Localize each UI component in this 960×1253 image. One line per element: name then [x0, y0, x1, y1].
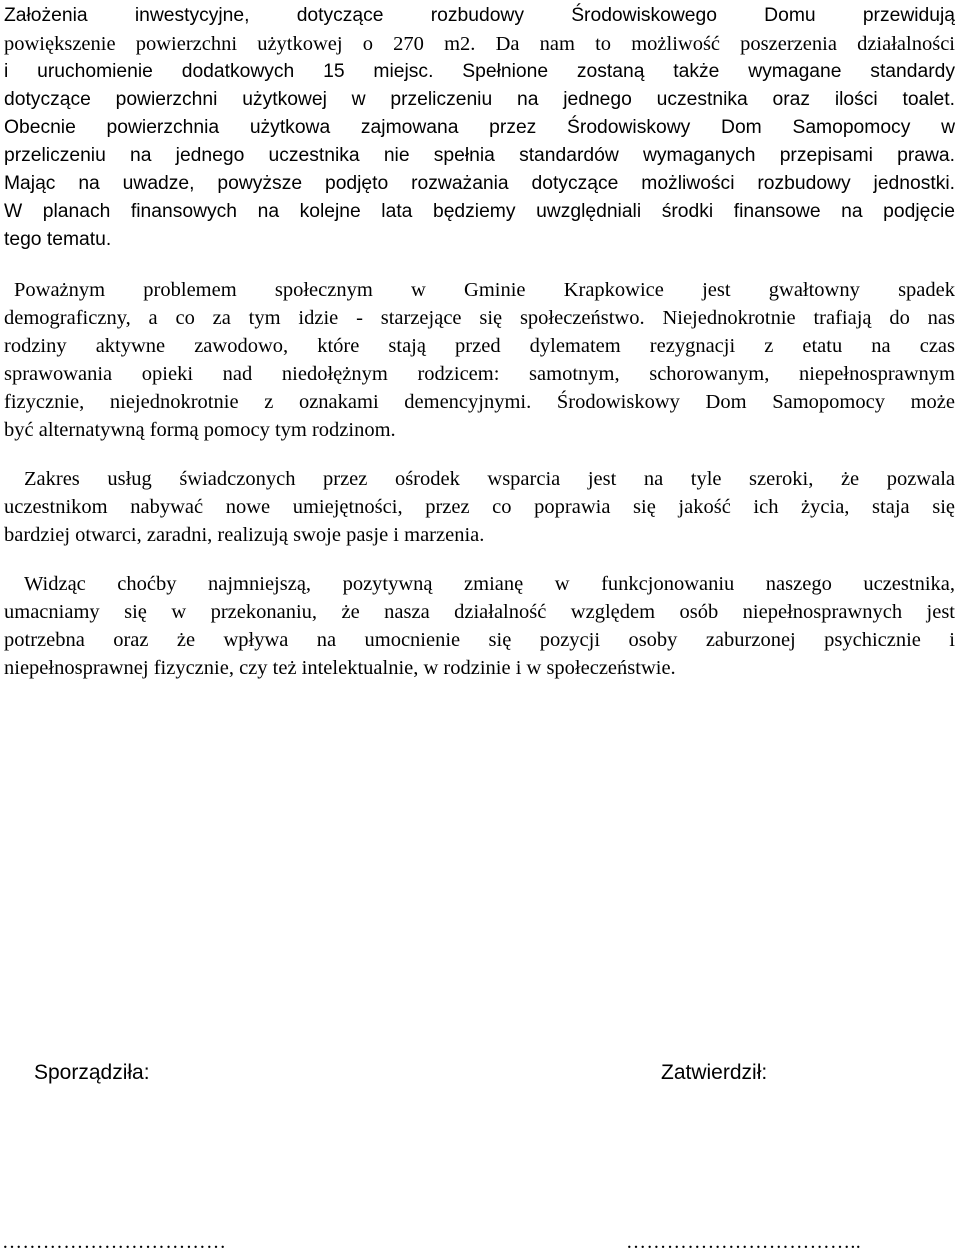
text-line: Mając na uwadze, powyższe podjęto rozważania dotyczące możliwości rozbudowy jednostki.: [4, 173, 955, 194]
text-line: potrzebna oraz że wpływa na umocnienie się pozycji osoby zaburzonej psychicznie i: [4, 629, 955, 651]
text-line: tego tematu.: [4, 229, 112, 250]
prepared-by-label: Sporządziła:: [34, 1061, 150, 1084]
text-line: i uruchomienie dodatkowych 15 miejsc. Spełnione zostaną także wymagane standardy: [4, 61, 955, 82]
text-line: demograficzny, a co za tym idzie - starzejące się społeczeństwo. Niejednokrotnie trafiają do nas: [4, 307, 955, 329]
text-line: Zakres usług świadczonych przez ośrodek wsparcia jest na tyle szeroki, że pozwala: [24, 468, 955, 490]
text-line: Widząc choćby najmniejszą, pozytywną zmianę w funkcjonowaniu naszego uczestnika,: [24, 573, 955, 595]
approved-by-label: Zatwierdził:: [661, 1061, 768, 1084]
text-line: uczestnikom nabywać nowe umiejętności, przez co poprawia się jakość ich życia, staja się: [4, 496, 955, 518]
approved-signature-line: ……………………………..: [626, 1231, 862, 1253]
text-line: przeliczeniu na jednego uczestnika nie spełnia standardów wymaganych przepisami prawa.: [4, 145, 955, 166]
text-line: W planach finansowych na kolejne lata będziemy uwzględniali środki finansowe na podjęcie: [4, 201, 955, 222]
text-line: umacniamy się w przekonaniu, że nasza działalność względem osób niepełnosprawnych jest: [4, 601, 955, 623]
text-line: powiększenie powierzchni użytkowej o 270 m2. Da nam to możliwość poszerzenia działalności: [4, 33, 955, 55]
text-line: Obecnie powierzchnia użytkowa zajmowana przez Środowiskowy Dom Samopomocy w: [4, 117, 955, 138]
text-line: bardziej otwarci, zaradni, realizują swoje pasje i marzenia.: [4, 524, 485, 546]
text-line: dotyczące powierzchni użytkowej w przeliczeniu na jednego uczestnika oraz ilości toalet.: [4, 89, 955, 110]
text-line: sprawowania opieki nad niedołężnym rodzicem: samotnym, schorowanym, niepełnosprawnym: [4, 363, 955, 385]
prepared-signature-line: ……………………………: [2, 1231, 227, 1253]
text-line: Poważnym problemem społecznym w Gminie Krapkowice jest gwałtowny spadek: [14, 279, 955, 301]
text-line: niepełnosprawnej fizycznie, czy też intelektualnie, w rodzinie i w społeczeństwie.: [4, 657, 676, 679]
text-line: Założenia inwestycyjne, dotyczące rozbudowy Środowiskowego Domu przewidują: [4, 5, 955, 26]
text-line: być alternatywną formą pomocy tym rodzinom.: [4, 419, 396, 441]
text-line: fizycznie, niejednokrotnie z oznakami demencyjnymi. Środowiskowy Dom Samopomocy może: [4, 391, 955, 413]
text-line: rodziny aktywne zawodowo, które stają przed dylematem rezygnacji z etatu na czas: [4, 335, 955, 357]
